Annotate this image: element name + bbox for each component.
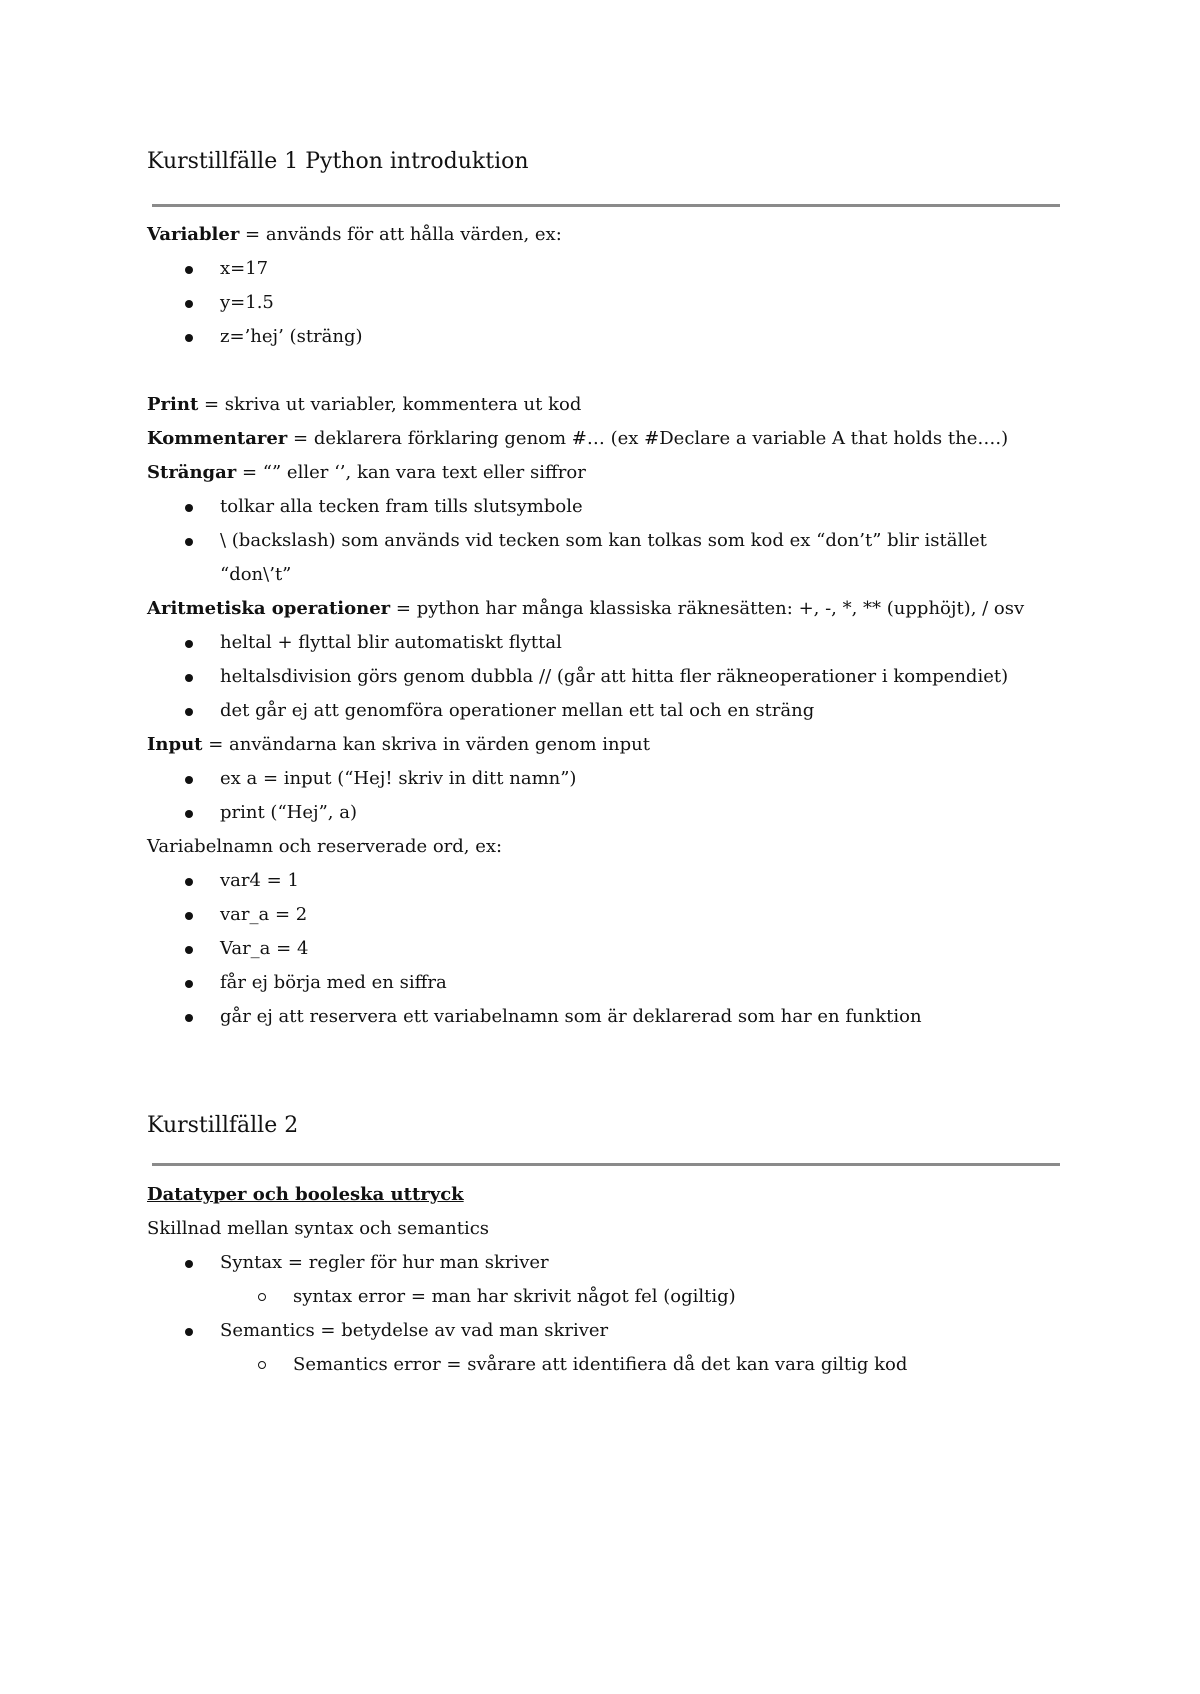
list-item: ex a = input (“Hej! skriv in ditt namn”)	[147, 762, 1077, 796]
section-2-title: Kurstillfälle 2	[147, 1113, 299, 1138]
list-item: går ej att reservera ett variabelnamn som är deklarerad som har en funktion	[147, 1000, 1077, 1034]
print-definition	[147, 388, 1077, 422]
list-item-continuation: “don\’t”	[220, 564, 292, 585]
variabelnamn-intro: Variabelnamn och reserverade ord, ex:	[147, 836, 503, 857]
sub-list-item: syntax error = man har skrivit något fel (ogiltig)	[147, 1280, 1077, 1314]
list-item: Syntax = regler för hur man skriver	[147, 1246, 1077, 1280]
list-item: print (“Hej”, a)	[147, 796, 1077, 830]
variabler-definition	[147, 218, 1077, 252]
section-2-divider	[152, 1163, 1060, 1166]
list-item: var_a = 2	[147, 898, 1077, 932]
list-item: Var_a = 4	[147, 932, 1077, 966]
strangar-term: Strängar	[147, 462, 237, 483]
aritmetiska-term: Aritmetiska operationer	[147, 598, 391, 619]
list-item: \ (backslash) som används vid tecken som kan tolkas som kod ex “don’t” blir istället	[147, 524, 1077, 558]
kommentarer-term: Kommentarer	[147, 428, 288, 449]
input-term: Input	[147, 734, 203, 755]
input-definition	[147, 728, 1077, 762]
sub-list-item: Semantics error = svårare att identifiera då det kan vara giltig kod	[147, 1348, 1077, 1382]
aritmetiska-text: = python har många klassiska räknesätten: +, -, *, ** (upphöjt), / osv	[390, 598, 1025, 619]
list-item: får ej börja med en siffra	[147, 966, 1077, 1000]
list-item: z=’hej’ (sträng)	[147, 320, 1077, 354]
list-item: tolkar alla tecken fram tills slutsymbole	[147, 490, 1077, 524]
print-term: Print	[147, 394, 199, 415]
variabler-text: = används för att hålla värden, ex:	[239, 224, 562, 245]
list-item: heltal + flyttal blir automatiskt flyttal	[147, 626, 1077, 660]
input-text: = användarna kan skriva in värden genom input	[202, 734, 650, 755]
list-item: Semantics = betydelse av vad man skriver	[147, 1314, 1077, 1348]
list-item: y=1.5	[147, 286, 1077, 320]
strangar-text: = “” eller ‘’, kan vara text eller siffror	[236, 462, 586, 483]
list-item: heltalsdivision görs genom dubbla // (går att hitta fler räkneoperationer i kompendiet)	[147, 660, 1077, 694]
print-text: = skriva ut variabler, kommentera ut kod	[198, 394, 582, 415]
section-1-body	[147, 218, 1077, 1034]
section-1-title: Kurstillfälle 1 Python introduktion	[147, 149, 529, 174]
section-2-body	[147, 1178, 1077, 1382]
kommentarer-text: = deklarera förklaring genom #… (ex #Declare a variable A that holds the….)	[287, 428, 1009, 449]
spacer	[147, 354, 1077, 388]
kommentarer-definition	[147, 422, 1077, 456]
section-1-divider	[152, 204, 1060, 207]
list-item: det går ej att genomföra operationer mellan ett tal och en sträng	[147, 694, 1077, 728]
aritmetiska-definition	[147, 592, 1077, 626]
subtitle-text: Datatyper och booleska uttryck	[147, 1184, 464, 1205]
strangar-definition	[147, 456, 1077, 490]
section-2-subtitle	[147, 1178, 1077, 1212]
list-item: var4 = 1	[147, 864, 1077, 898]
section-2-intro: Skillnad mellan syntax och semantics	[147, 1218, 490, 1239]
variabler-term: Variabler	[147, 224, 240, 245]
list-item: x=17	[147, 252, 1077, 286]
